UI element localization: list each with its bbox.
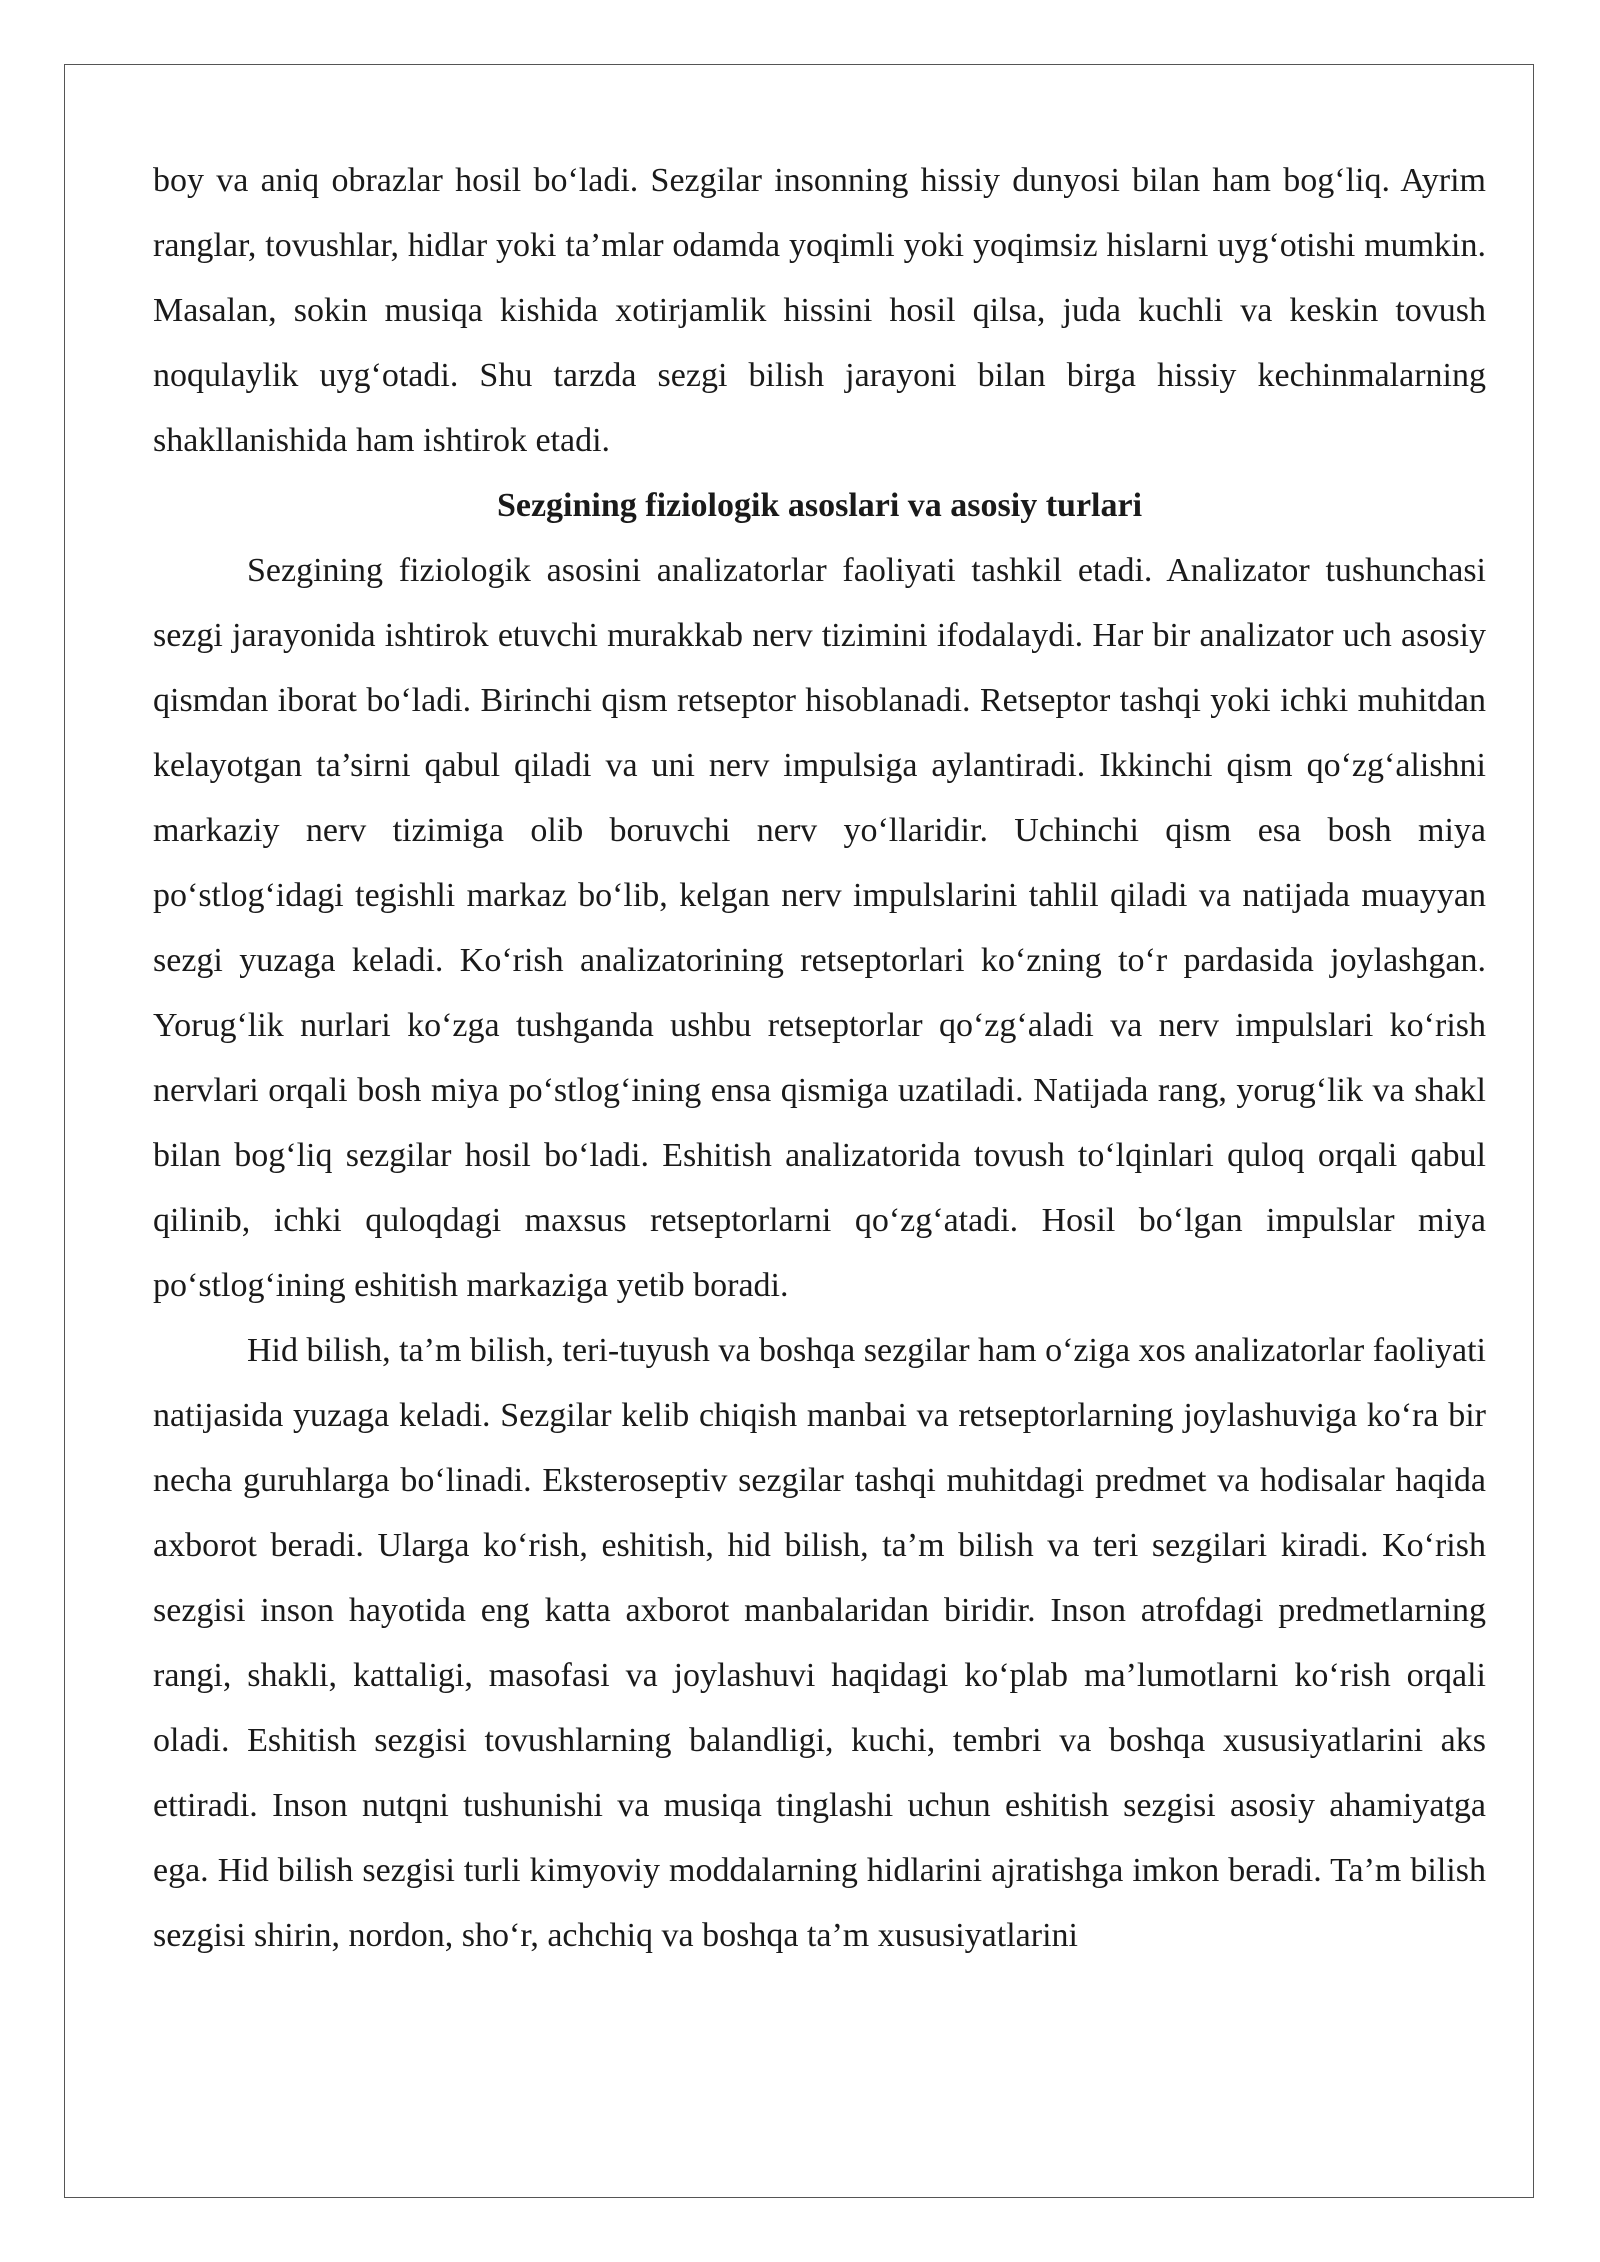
section-heading: Sezgining fiziologik asoslari va asosiy turlari [496,487,1143,524]
document-body [153,148,1486,1968]
paragraph-continued: boy va aniq obrazlar hosil bo‘ladi. Sezgilar insonning hissiy dunyosi bilan ham bog‘liq. Ayrim ranglar, tovushlar, hidlar yoki ta’mlar odamda yoqimli yoki yoqimsiz hislarni uyg‘otishi mumkin. Masalan, sokin musiqa kishida xotirjamlik hissini hosil qilsa, juda kuchli va keskin tovush noqulaylik uyg‘otadi. Shu tarzda sezgi bilish jarayoni bilan birga hissiy kechinmalarning shakllanishida ham ishtirok etadi. [153,162,1486,459]
paragraph-physiological-basis: Sezgining fiziologik asosini analizatorlar faoliyati tashkil etadi. Analizator tushunchasi sezgi jarayonida ishtirok etuvchi murakkab nerv tizimini ifodalaydi. Har bir analizator uch asosiy qismdan iborat bo‘ladi. Birinchi qism retseptor hisoblanadi. Retseptor tashqi yoki ichki muhitdan kelayotgan ta’sirni qabul qiladi va uni nerv impulsiga aylantiradi. Ikkinchi qism qo‘zg‘alishni markaziy nerv tizimiga olib boruvchi nerv yo‘llaridir. Uchinchi qism esa bosh miya po‘stlog‘idagi tegishli markaz bo‘lib, kelgan nerv impulslarini tahlil qiladi va natijada muayyan sezgi yuzaga keladi. Ko‘rish analizatorining retseptorlari ko‘zning to‘r pardasida joylashgan. Yorug‘lik nurlari ko‘zga tushganda ushbu retseptorlar qo‘zg‘aladi va nerv impulslari ko‘rish nervlari orqali bosh miya po‘stlog‘ining ensa qismiga uzatiladi. Natijada rang, yorug‘lik va shakl bilan bog‘liq sezgilar hosil bo‘ladi. Eshitish analizatorida tovush to‘lqinlari quloq orqali qabul qilinib, ichki quloqdagi maxsus retseptorlarni qo‘zg‘atadi. Hosil bo‘lgan impulslar miya po‘stlog‘ining eshitish markaziga yetib boradi. [153,552,1486,1304]
paragraph-sensation-types: Hid bilish, ta’m bilish, teri-tuyush va boshqa sezgilar ham o‘ziga xos analizatorlar faoliyati natijasida yuzaga keladi. Sezgilar kelib chiqish manbai va retseptorlarning joylashuviga ko‘ra bir necha guruhlarga bo‘linadi. Eksteroseptiv sezgilar tashqi muhitdagi predmet va hodisalar haqida axborot beradi. Ularga ko‘rish, eshitish, hid bilish, ta’m bilish va teri sezgilari kiradi. Ko‘rish sezgisi inson hayotida eng katta axborot manbalaridan biridir. Inson atrofdagi predmetlarning rangi, shakli, kattaligi, masofasi va joylashuvi haqidagi ko‘plab ma’lumotlarni ko‘rish orqali oladi. Eshitish sezgisi tovushlarning balandligi, kuchi, tembri va boshqa xususiyatlarini aks ettiradi. Inson nutqni tushunishi va musiqa tinglashi uchun eshitish sezgisi asosiy ahamiyatga ega. Hid bilish sezgisi turli kimyoviy moddalarning hidlarini ajratishga imkon beradi. Ta’m bilish sezgisi shirin, nordon, sho‘r, achchiq va boshqa ta’m xususiyatlarini [153,1332,1486,1954]
